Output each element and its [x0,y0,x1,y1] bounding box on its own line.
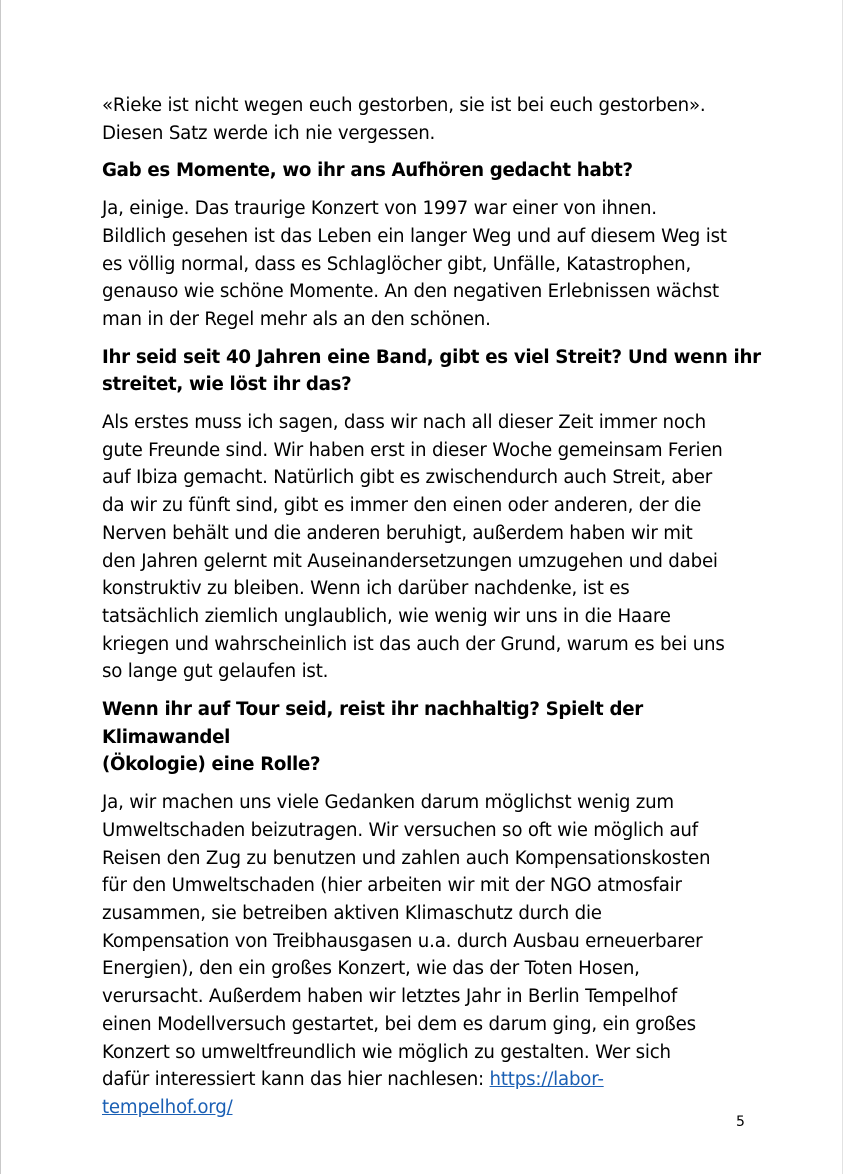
answer-paragraph-climate-text: Ja, wir machen uns viele Gedanken darum möglichst wenig zum Umweltschaden beizutragen. Wir versuchen so oft wie möglich auf Reisen den Zug zu benutzen und zahlen auch Kompensationskosten für den Umweltschaden (hier arbeiten wir mit der NGO atmosfair zusammen, sie betreiben aktiven Klimaschutz durch die Kompensation von Treibhausgasen u.a. durch Ausbau erneuerbarer Energien), den ein großes Konzert, wie das der Toten Hosen, verursacht. Außerdem haben wir letztes Jahr in Berlin Tempelhof einen Modellversuch gestartet, bei dem es darum ging, ein großes Konzert so umweltfreundlich wie möglich zu gestalten. Wer sich dafür interessiert kann das hier nachlesen: [102,792,711,1091]
question-heading-conflict: Ihr seid seit 40 Jahren eine Band, gibt es viel Streit? Und wenn ihr streitet, wie löst ihr das? [102,346,761,396]
answer-paragraph-climate [102,789,762,1121]
question-heading-climate: Wenn ihr auf Tour seid, reist ihr nachhaltig? Spielt der Klimawandel (Ökologie) eine Rolle? [102,699,643,776]
intro-quote-paragraph: «Rieke ist nicht wegen euch gestorben, sie ist bei euch gestorben». Diesen Satz werde ich nie vergessen. [102,95,706,144]
labor-tempelhof-link[interactable]: https://labor- tempelhof.org/ [102,1069,604,1118]
page-number: 5 [736,1114,745,1130]
question-heading-quit: Gab es Momente, wo ihr ans Aufhören gedacht habt? [102,160,633,182]
answer-paragraph-conflict: Als erstes muss ich sagen, dass wir nach all dieser Zeit immer noch gute Freunde sind. Wir haben erst in dieser Woche gemeinsam Ferien auf Ibiza gemacht. Natürlich gibt es zwischendurch auch Streit, aber da wir zu fünft sind, gibt es immer den einen oder anderen, der die Nerven behält und die anderen beruhigt, außerdem haben wir mit den Jahren gelernt mit Auseinandersetzungen umzugehen und dabei konstruktiv zu bleiben. Wenn ich darüber nachdenke, ist es tatsächlich ziemlich unglaublich, wie wenig wir uns in die Haare kriegen und wahrscheinlich ist das auch der Grund, warum es bei uns so lange gut gelaufen ist. [102,412,725,683]
document-body [102,92,762,1132]
answer-paragraph-quit: Ja, einige. Das traurige Konzert von 1997 war einer von ihnen. Bildlich gesehen ist das Leben ein langer Weg und auf diesem Weg ist es völlig normal, dass es Schlaglöcher gibt, Unfälle, Katastrophen, genauso wie schöne Momente. An den negativen Erlebnissen wächst man in der Regel mehr als an den schönen. [102,198,727,330]
